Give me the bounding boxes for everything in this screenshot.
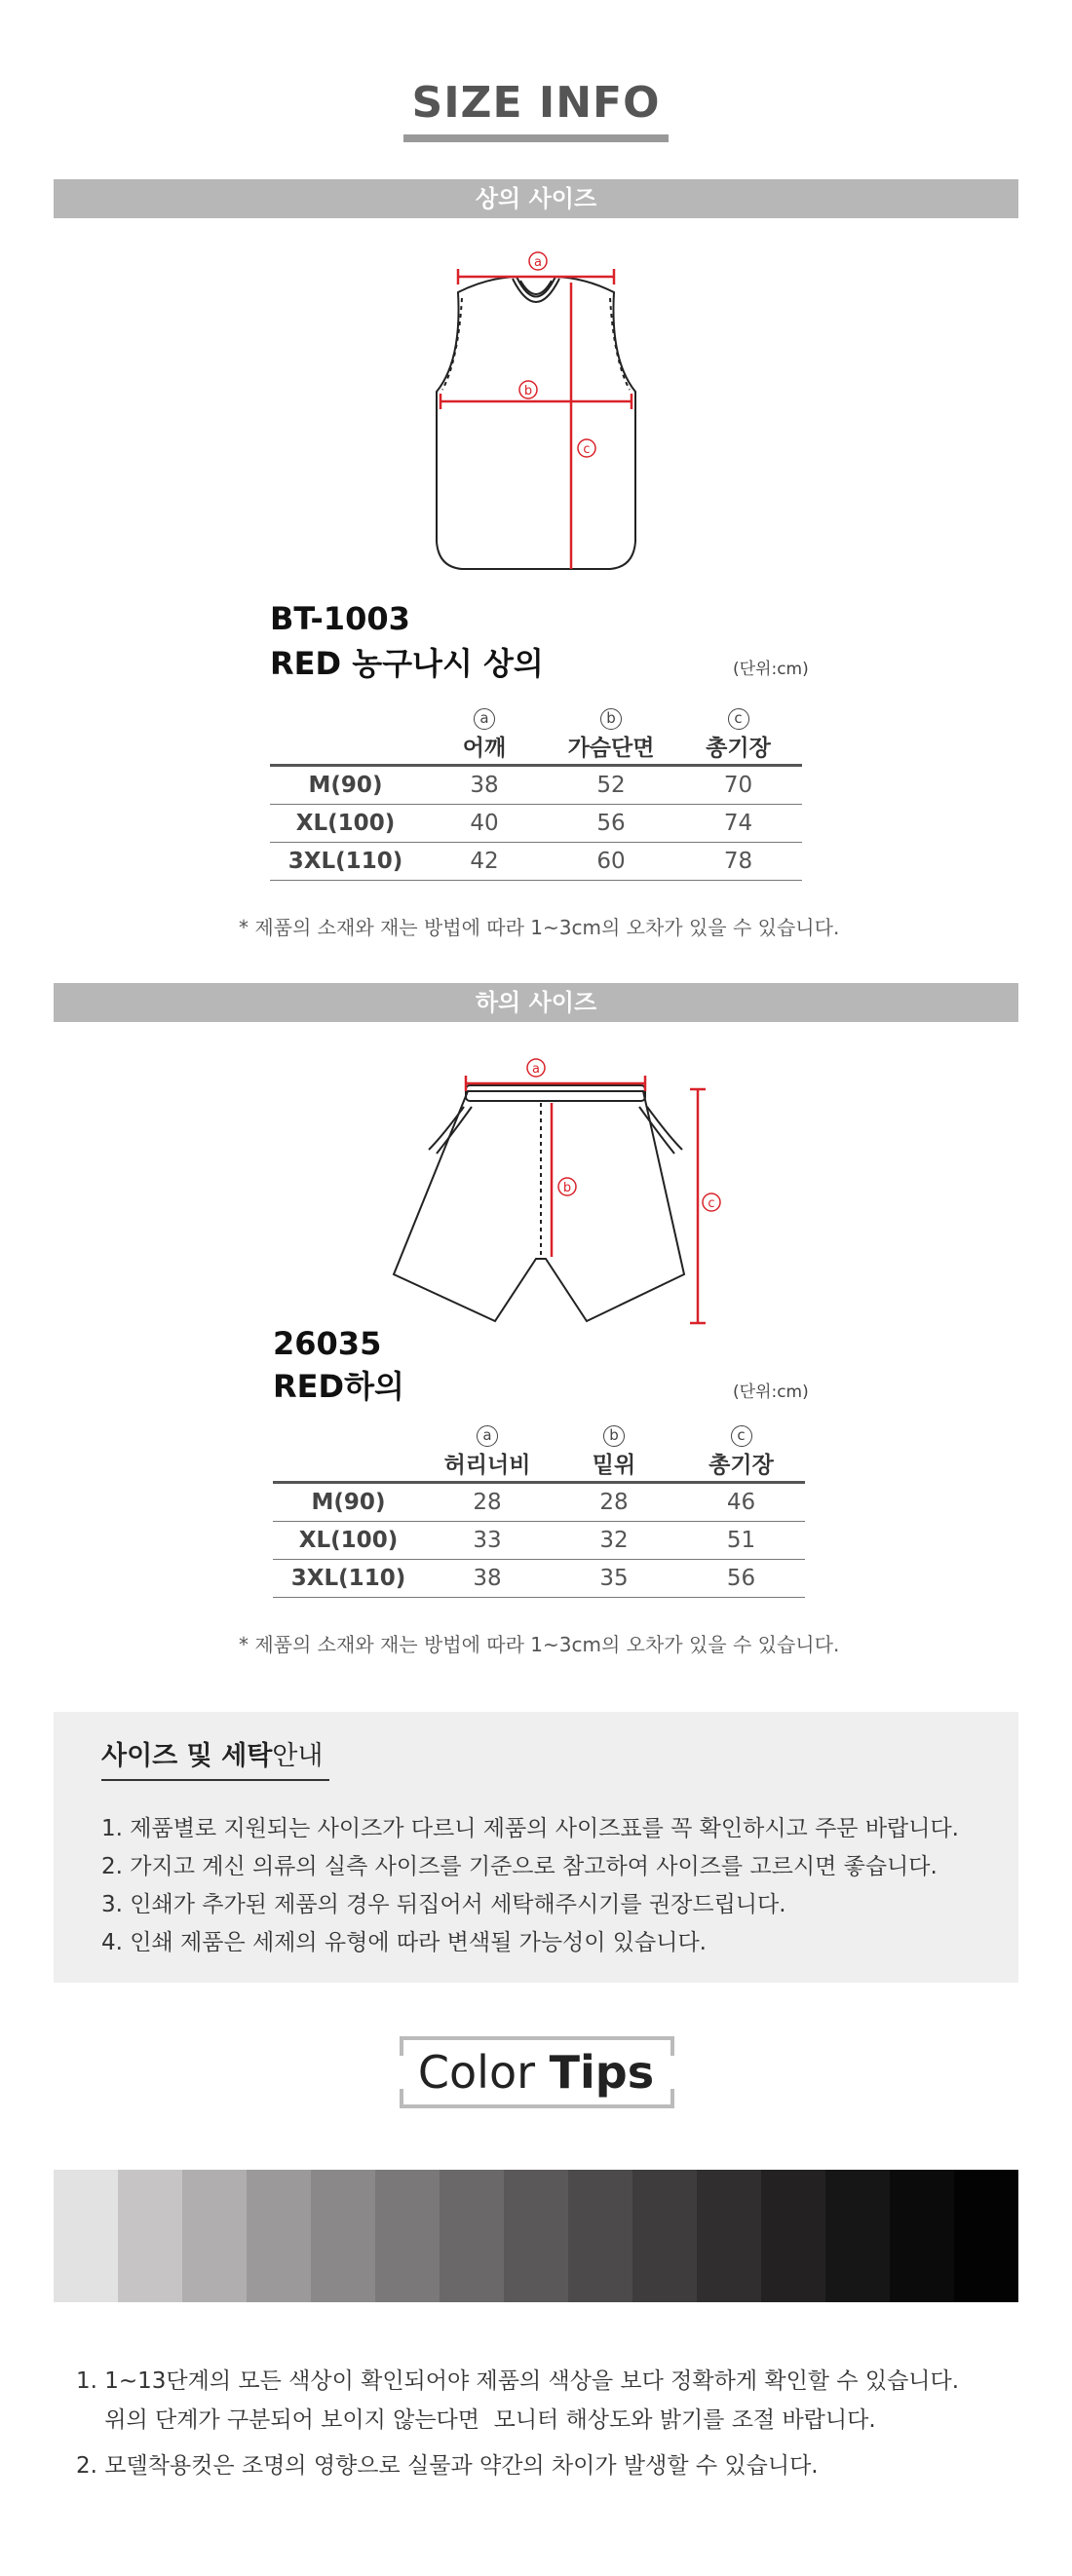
col-letter: a xyxy=(421,703,548,730)
guide-title-underline xyxy=(101,1779,329,1781)
column-header: 허리너비 xyxy=(424,1447,551,1483)
grayscale-swatch-strip xyxy=(54,2170,1018,2302)
table-cell: 40 xyxy=(421,805,548,843)
swatch-13 xyxy=(825,2170,890,2302)
page-title: SIZE INFO xyxy=(411,78,661,128)
guide-title xyxy=(101,1734,323,1772)
bottom-tolerance-note: * 제품의 소재와 재는 방법에 따라 1~3cm의 오차가 있을 수 있습니다. xyxy=(239,1633,840,1656)
diagram-label-a: a xyxy=(534,255,542,270)
col-letter: c xyxy=(674,703,802,730)
table-row xyxy=(273,1522,805,1560)
swatch-6 xyxy=(375,2170,440,2302)
swatch-2 xyxy=(118,2170,182,2302)
column-header: 밑위 xyxy=(551,1447,677,1483)
swatch-3 xyxy=(182,2170,247,2302)
table-row xyxy=(273,1483,805,1522)
swatch-12 xyxy=(761,2170,825,2302)
swatch-7 xyxy=(440,2170,504,2302)
guide-item: 4. 인쇄 제품은 세제의 유형에 따라 변색될 가능성이 있습니다. xyxy=(101,1930,707,1955)
top-product-code: BT-1003 xyxy=(270,600,410,637)
column-header: 어깨 xyxy=(421,730,548,766)
table-row xyxy=(270,766,802,805)
col-letter: b xyxy=(551,1421,677,1447)
table-row xyxy=(270,843,802,881)
guide-item: 2. 가지고 계신 의류의 실측 사이즈를 기준으로 참고하여 사이즈를 고르시면 좋습니다. xyxy=(101,1854,938,1879)
column-header: 가슴단면 xyxy=(548,730,674,766)
guide-item: 1. 제품별로 지원되는 사이즈가 다르니 제품의 사이즈표를 꼭 확인하시고 주문 바랍니다. xyxy=(101,1816,959,1841)
bottom-size-table xyxy=(273,1421,805,1598)
swatch-1 xyxy=(54,2170,118,2302)
tank-top-diagram xyxy=(419,244,653,575)
size-label: 3XL(110) xyxy=(273,1560,424,1598)
column-header: 총기장 xyxy=(674,730,802,766)
swatch-9 xyxy=(568,2170,632,2302)
swatch-8 xyxy=(504,2170,568,2302)
swatch-15 xyxy=(954,2170,1018,2302)
table-cell: 28 xyxy=(424,1483,551,1522)
diagram-label-c: c xyxy=(708,1196,715,1211)
table-cell: 51 xyxy=(677,1522,805,1560)
size-label: 3XL(110) xyxy=(270,843,421,881)
table-cell: 35 xyxy=(551,1560,677,1598)
bottom-product-code: 26035 xyxy=(273,1325,382,1362)
col-letter: b xyxy=(548,703,674,730)
col-letter: c xyxy=(677,1421,805,1447)
top-product-name: RED 농구나시 상의 xyxy=(270,645,544,682)
color-tips-title-light: Color xyxy=(417,2046,550,2099)
top-size-section-bar: 상의 사이즈 xyxy=(54,179,1018,218)
size-label: XL(100) xyxy=(270,805,421,843)
title-underline xyxy=(403,134,669,142)
table-row xyxy=(270,805,802,843)
bottom-unit: (단위:cm) xyxy=(733,1383,809,1402)
table-cell: 38 xyxy=(424,1560,551,1598)
swatch-11 xyxy=(697,2170,761,2302)
diagram-label-b: b xyxy=(562,1181,572,1195)
table-cell: 46 xyxy=(677,1483,805,1522)
table-cell: 38 xyxy=(421,766,548,805)
swatch-10 xyxy=(632,2170,697,2302)
swatch-14 xyxy=(890,2170,954,2302)
guide-title-bold: 사이즈 및 세탁 xyxy=(101,1741,273,1771)
swatch-4 xyxy=(247,2170,311,2302)
table-row xyxy=(273,1560,805,1598)
table-cell: 52 xyxy=(548,766,674,805)
size-label: XL(100) xyxy=(273,1522,424,1560)
table-cell: 70 xyxy=(674,766,802,805)
bottom-size-section-bar: 하의 사이즈 xyxy=(54,983,1018,1022)
color-tips-title xyxy=(0,2046,1072,2099)
tip-item: 2. 모델착용컷은 조명의 영향으로 실물과 약간의 차이가 발생할 수 있습니다. xyxy=(76,2453,819,2479)
diagram-label-c: c xyxy=(583,442,591,457)
table-cell: 33 xyxy=(424,1522,551,1560)
size-label: M(90) xyxy=(273,1483,424,1522)
diagram-label-a: a xyxy=(532,1062,540,1077)
guide-title-rest: 안내 xyxy=(272,1741,324,1771)
guide-item: 3. 인쇄가 추가된 제품의 경우 뒤집어서 세탁해주시기를 권장드립니다. xyxy=(101,1892,786,1917)
table-cell: 32 xyxy=(551,1522,677,1560)
table-cell: 28 xyxy=(551,1483,677,1522)
diagram-label-b: b xyxy=(523,384,533,398)
top-size-table xyxy=(270,703,802,881)
table-cell: 42 xyxy=(421,843,548,881)
table-cell: 78 xyxy=(674,843,802,881)
tip-item: 1. 1~13단계의 모든 색상이 확인되어야 제품의 색상을 보다 정확하게 확인할 수 있습니다. xyxy=(76,2368,960,2394)
table-cell: 60 xyxy=(548,843,674,881)
swatch-5 xyxy=(311,2170,375,2302)
tip-item: 위의 단계가 구분되어 보이지 않는다면 모니터 해상도와 밝기를 조절 바랍니다. xyxy=(76,2407,876,2433)
col-letter: a xyxy=(424,1421,551,1447)
top-unit: (단위:cm) xyxy=(733,660,809,679)
size-label: M(90) xyxy=(270,766,421,805)
bottom-product-name: RED하의 xyxy=(273,1368,404,1405)
table-cell: 56 xyxy=(548,805,674,843)
table-cell: 74 xyxy=(674,805,802,843)
top-tolerance-note: * 제품의 소재와 재는 방법에 따라 1~3cm의 오차가 있을 수 있습니다. xyxy=(239,916,840,939)
color-tips-title-bold: Tips xyxy=(549,2046,655,2099)
table-cell: 56 xyxy=(677,1560,805,1598)
column-header: 총기장 xyxy=(677,1447,805,1483)
shorts-diagram xyxy=(380,1046,731,1329)
